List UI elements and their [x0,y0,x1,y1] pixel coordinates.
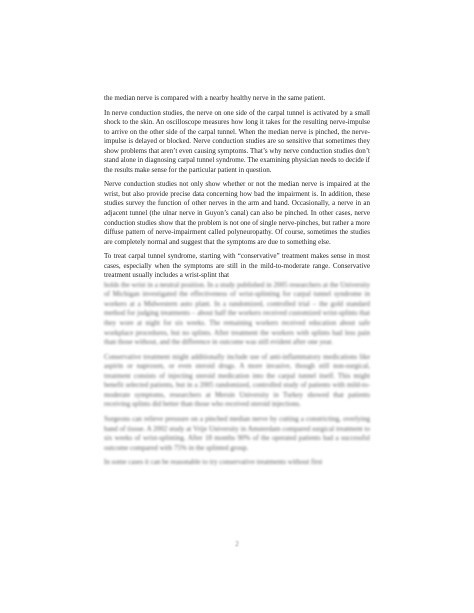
blurred-region [104,281,370,468]
paragraph-comparison-note: the median nerve is compared with a nearby healthy nerve in the same patient. [104,94,326,102]
page-number: 2 [235,540,239,548]
paragraph-conservative-meds: Conservative treatment might additionally include use of anti-inflammatory medications like aspirin or naproxen, or even steroid drugs. A more invasive, though still non-surgical, treatment consists of injecting steroid medication into the carpal tunnel itself. This might benefit selected patients, but in a 2005 randomized, controlled study of patients with mild-to-moderate symptoms, researchers at Mersin University in Turkey showed that patients receiving splints did better than those who received steroid injections. [104,352,370,409]
paragraph-closing: In some cases it can be reasonable to try conservative treatments without first [104,458,323,467]
paragraph-surgery: Surgeons can relieve pressure on a pinched median nerve by cutting a constricting, overlying band of tissue. A 2002 study at Vrije University in Amsterdam compared surgical treatment to six weeks of wrist-splinting. After 18 months 90% of the operated patients had a successful outcome compared with 75% in the splinted group. [104,414,370,452]
paragraph-treatment-intro: To treat carpal tunnel syndrome, starting with “conservative” treatment makes sense in most cases, especially when the symptoms are still in the mild-to-moderate range. Conservative treatment usually includes a wrist-splint that [104,252,370,280]
paragraph-splint-study: holds the wrist in a neutral position. In a study published in 2005 researchers at the University of Michigan investigated the effectiveness of wrist-splinting for carpal tunnel syndrome in workers at a Midwestern auto plant. In a randomized, controlled trial – the gold standard method for judging treatments – about half the workers received customized wrist-splints that they wore at night for six weeks. The remaining workers received education about safe workplace procedures, but no splints. After treatment the workers with splints had less pain than those without, and the difference in outcome was still evident after one year. [104,280,370,347]
paragraph-nerve-conduction: In nerve conduction studies, the nerve on one side of the carpal tunnel is activated by a small shock to the skin. An oscilloscope measures how long it takes for the resulting nerve-impulse to arrive on the other side of the carpal tunnel. When the median nerve is pinched, the nerve-impulse is delayed or blocked. Nerve conduction studies are so sensitive that sometimes they show problems that aren’t even causing symptoms. That’s why nerve conduction studies don’t stand alone in diagnosing carpal tunnel syndrome. The examining physician needs to decide if the results make sense for the particular patient in question. [104,108,370,174]
paragraph-nerve-studies-data: Nerve conduction studies not only show whether or not the median nerve is impaired at the wrist, but also provide precise data concerning how bad the impairment is. In addition, these studies survey the function of other nerves in the arm and hand. Occasionally, a nerve in an adjacent tunnel (the ulnar nerve in Guyon’s canal) can also be pinched. In other cases, nerve conduction studies show that the problem is not one of single nerve-pinches, but rather a more diffuse pattern of nerve-impairment called polyneuropathy. Of course, sometimes the studies are completely normal and suggest that the symptoms are due to something else. [104,180,370,246]
page-body [104,94,370,473]
